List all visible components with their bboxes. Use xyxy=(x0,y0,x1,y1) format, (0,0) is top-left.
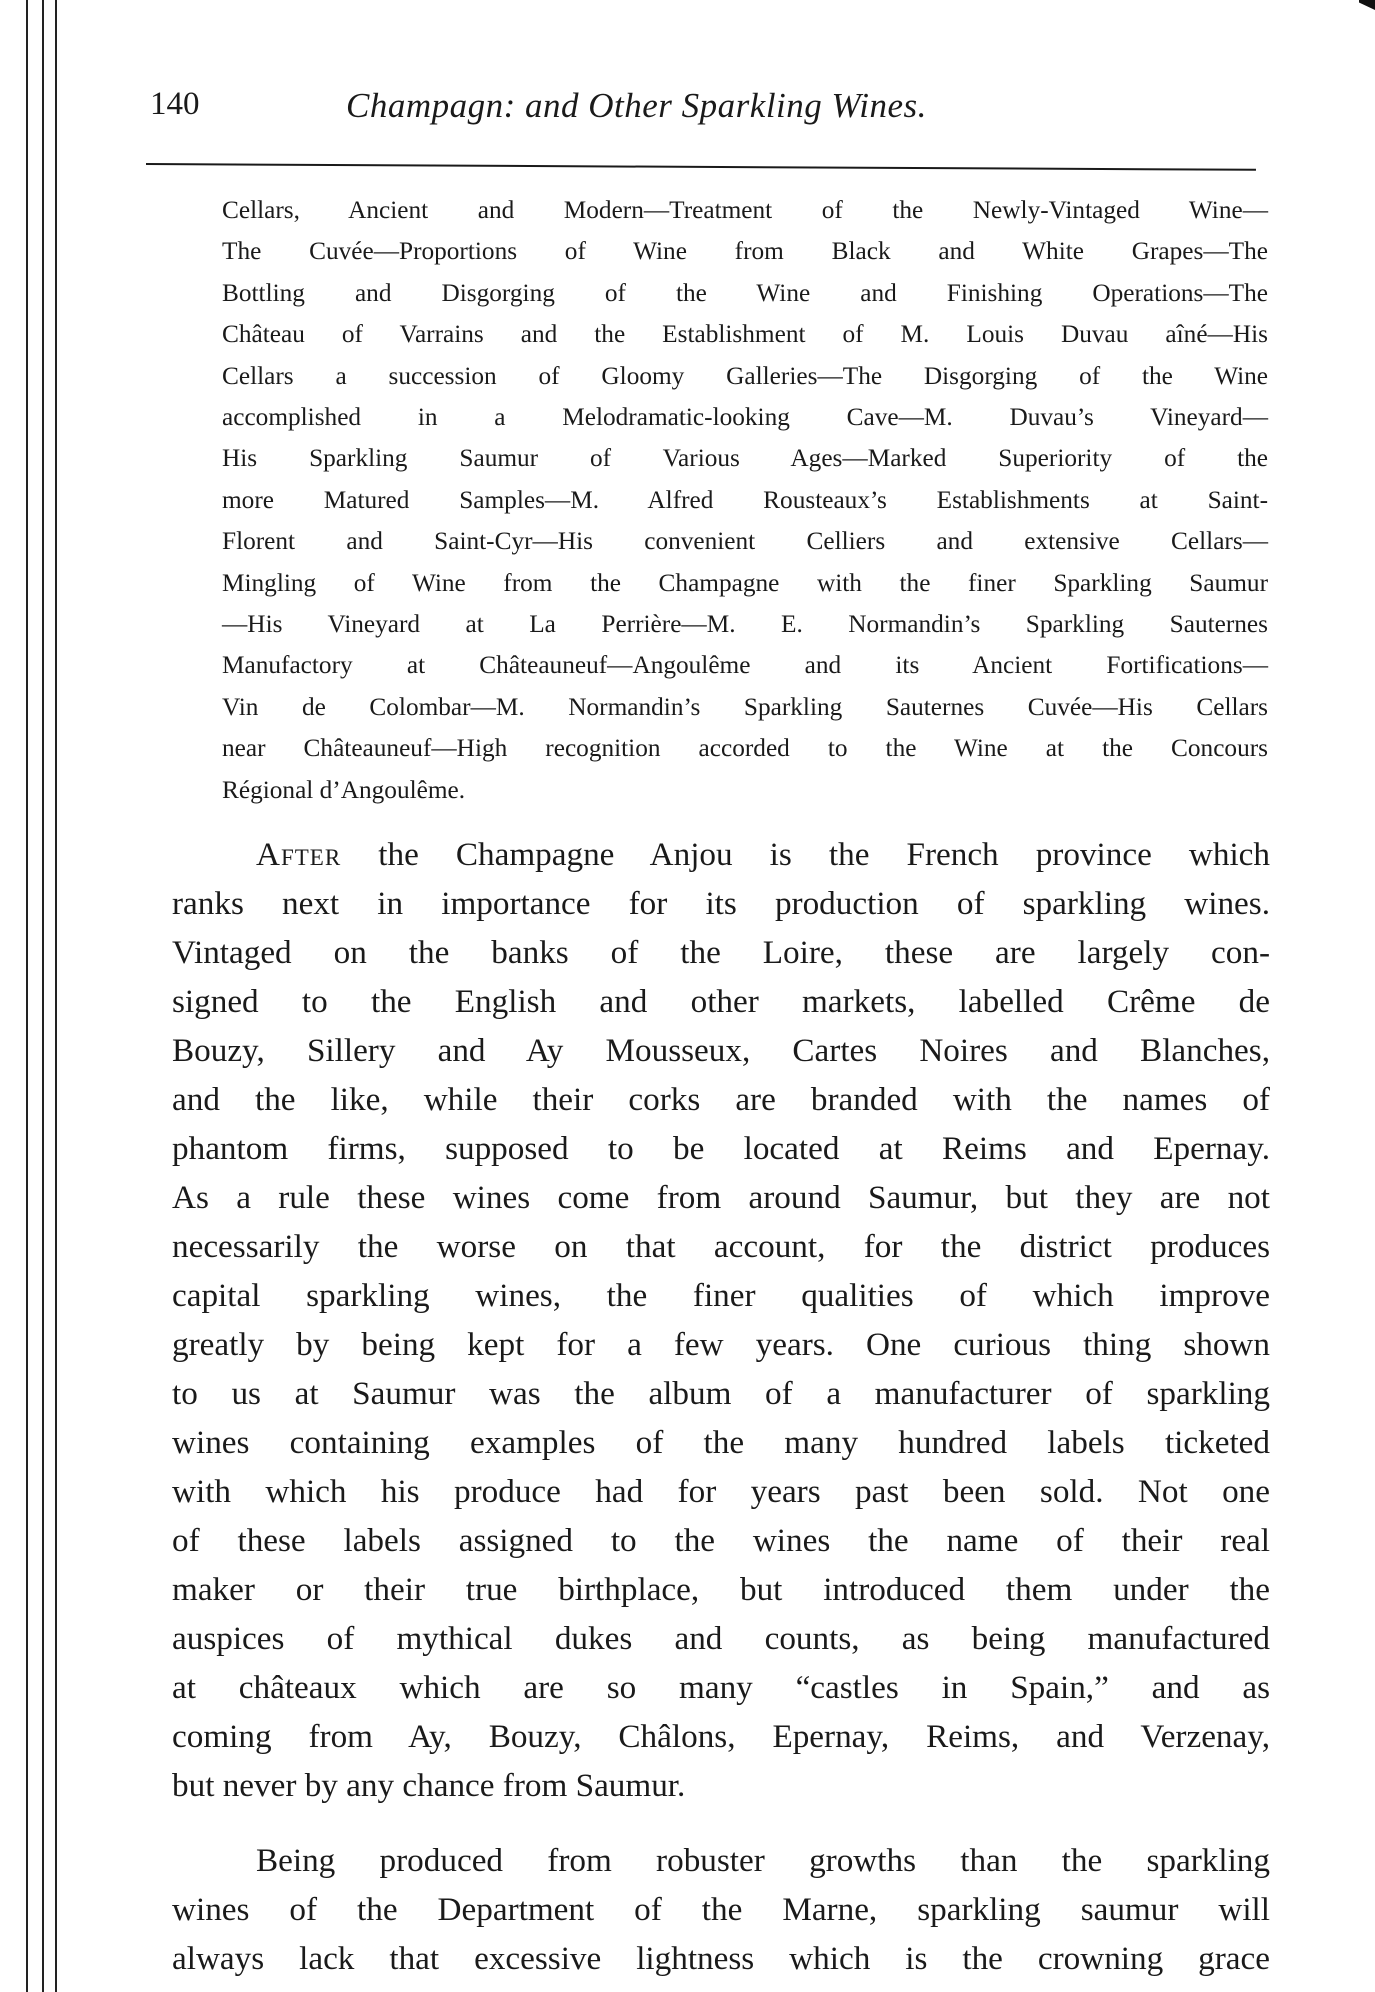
summary-line: The Cuvée—Proportions of Wine from Black and White Grapes—The xyxy=(222,237,1268,266)
paragraph-first-line xyxy=(172,830,1270,879)
first-line-text: the Champagne Anjou is the French province which xyxy=(341,836,1270,873)
summary-line: Vin de Colombar—M. Normandin’s Sparkling Sauternes Cuvée—His Cellars xyxy=(222,692,1268,721)
body-line: at châteaux which are so many “castles in Spain,” and as xyxy=(172,1669,1270,1706)
body-line: ranks next in importance for its production of sparkling wines. xyxy=(172,885,1270,922)
summary-line: —His Vineyard at La Perrière—M. E. Normandin’s Sparkling Sauternes xyxy=(222,610,1268,639)
summary-line: Florent and Saint-Cyr—His convenient Celliers and extensive Cellars— xyxy=(222,527,1268,556)
body-line: but never by any chance from Saumur. xyxy=(172,1767,686,1804)
running-title: Champagn: and Other Sparkling Wines. xyxy=(346,86,927,125)
body-line: wines of the Department of the Marne, sparkling saumur will xyxy=(172,1891,1270,1928)
summary-line: accomplished in a Melodramatic-looking Cave—M. Duvau’s Vineyard— xyxy=(222,403,1268,432)
page-corner-mark xyxy=(1359,0,1375,10)
body-line: with which his produce had for years past been sold. Not one xyxy=(172,1473,1270,1510)
summary-line: Château of Varrains and the Establishment of M. Louis Duvau aîné—His xyxy=(222,320,1268,349)
body-line: necessarily the worse on that account, for the district produces xyxy=(172,1228,1270,1265)
body-line: wines containing examples of the many hundred labels ticketed xyxy=(172,1424,1270,1461)
summary-line: near Châteauneuf—High recognition accorded to the Wine at the Concours xyxy=(222,734,1268,763)
body-line: phantom firms, supposed to be located at Reims and Epernay. xyxy=(172,1130,1270,1167)
body-line: maker or their true birthplace, but introduced them under the xyxy=(172,1571,1270,1608)
body-line: greatly by being kept for a few years. One curious thing shown xyxy=(172,1326,1270,1363)
body-line: coming from Ay, Bouzy, Châlons, Epernay, Reims, and Verzenay, xyxy=(172,1718,1270,1755)
body-line: to us at Saumur was the album of a manufacturer of sparkling xyxy=(172,1375,1270,1412)
binding-edge-line-2 xyxy=(42,0,44,1992)
body-paragraph-1 xyxy=(172,830,1270,1810)
body-line: Being produced from robuster growths than the sparkling xyxy=(256,1842,1270,1879)
summary-line: Bottling and Disgorging of the Wine and Finishing Operations—The xyxy=(222,278,1268,307)
summary-line: Cellars, Ancient and Modern—Treatment of the Newly-Vintaged Wine— xyxy=(222,196,1268,224)
summary-line: Manufactory at Châteauneuf—Angoulême and its Ancient Fortifications— xyxy=(222,651,1268,680)
summary-line: more Matured Samples—M. Alfred Rousteaux’s Establishments at Saint- xyxy=(222,485,1268,514)
body-line: always lack that excessive lightness which is the crowning grace xyxy=(172,1940,1270,1977)
body-line: auspices of mythical dukes and counts, as being manufactured xyxy=(172,1620,1270,1657)
page-number: 140 xyxy=(150,86,200,122)
binding-edge-line-1 xyxy=(26,0,28,1992)
opening-word: After xyxy=(256,836,342,873)
running-head xyxy=(150,86,1260,136)
summary-line: Régional d’Angoulême. xyxy=(222,775,466,804)
body-line: signed to the English and other markets, labelled Crême de xyxy=(172,983,1270,1020)
binding-edge-line-3 xyxy=(55,0,57,1992)
summary-line: Cellars a succession of Gloomy Galleries—The Disgorging of the Wine xyxy=(222,361,1268,390)
summary-line: Mingling of Wine from the Champagne with the finer Sparkling Saumur xyxy=(222,568,1268,597)
body-line: and the like, while their corks are branded with the names of xyxy=(172,1081,1270,1118)
summary-line: His Sparkling Saumur of Various Ages—Marked Superiority of the xyxy=(222,444,1268,473)
body-line: Bouzy, Sillery and Ay Mousseux, Cartes Noires and Blanches, xyxy=(172,1032,1270,1069)
header-rule xyxy=(146,163,1256,171)
chapter-summary xyxy=(222,190,1268,811)
body-line: As a rule these wines come from around Saumur, but they are not xyxy=(172,1179,1270,1216)
body-line: of these labels assigned to the wines the name of their real xyxy=(172,1522,1270,1559)
body-line: capital sparkling wines, the finer qualities of which improve xyxy=(172,1277,1270,1314)
body-line: Vintaged on the banks of the Loire, these are largely con- xyxy=(172,934,1270,971)
body-paragraph-2 xyxy=(172,1836,1270,1983)
